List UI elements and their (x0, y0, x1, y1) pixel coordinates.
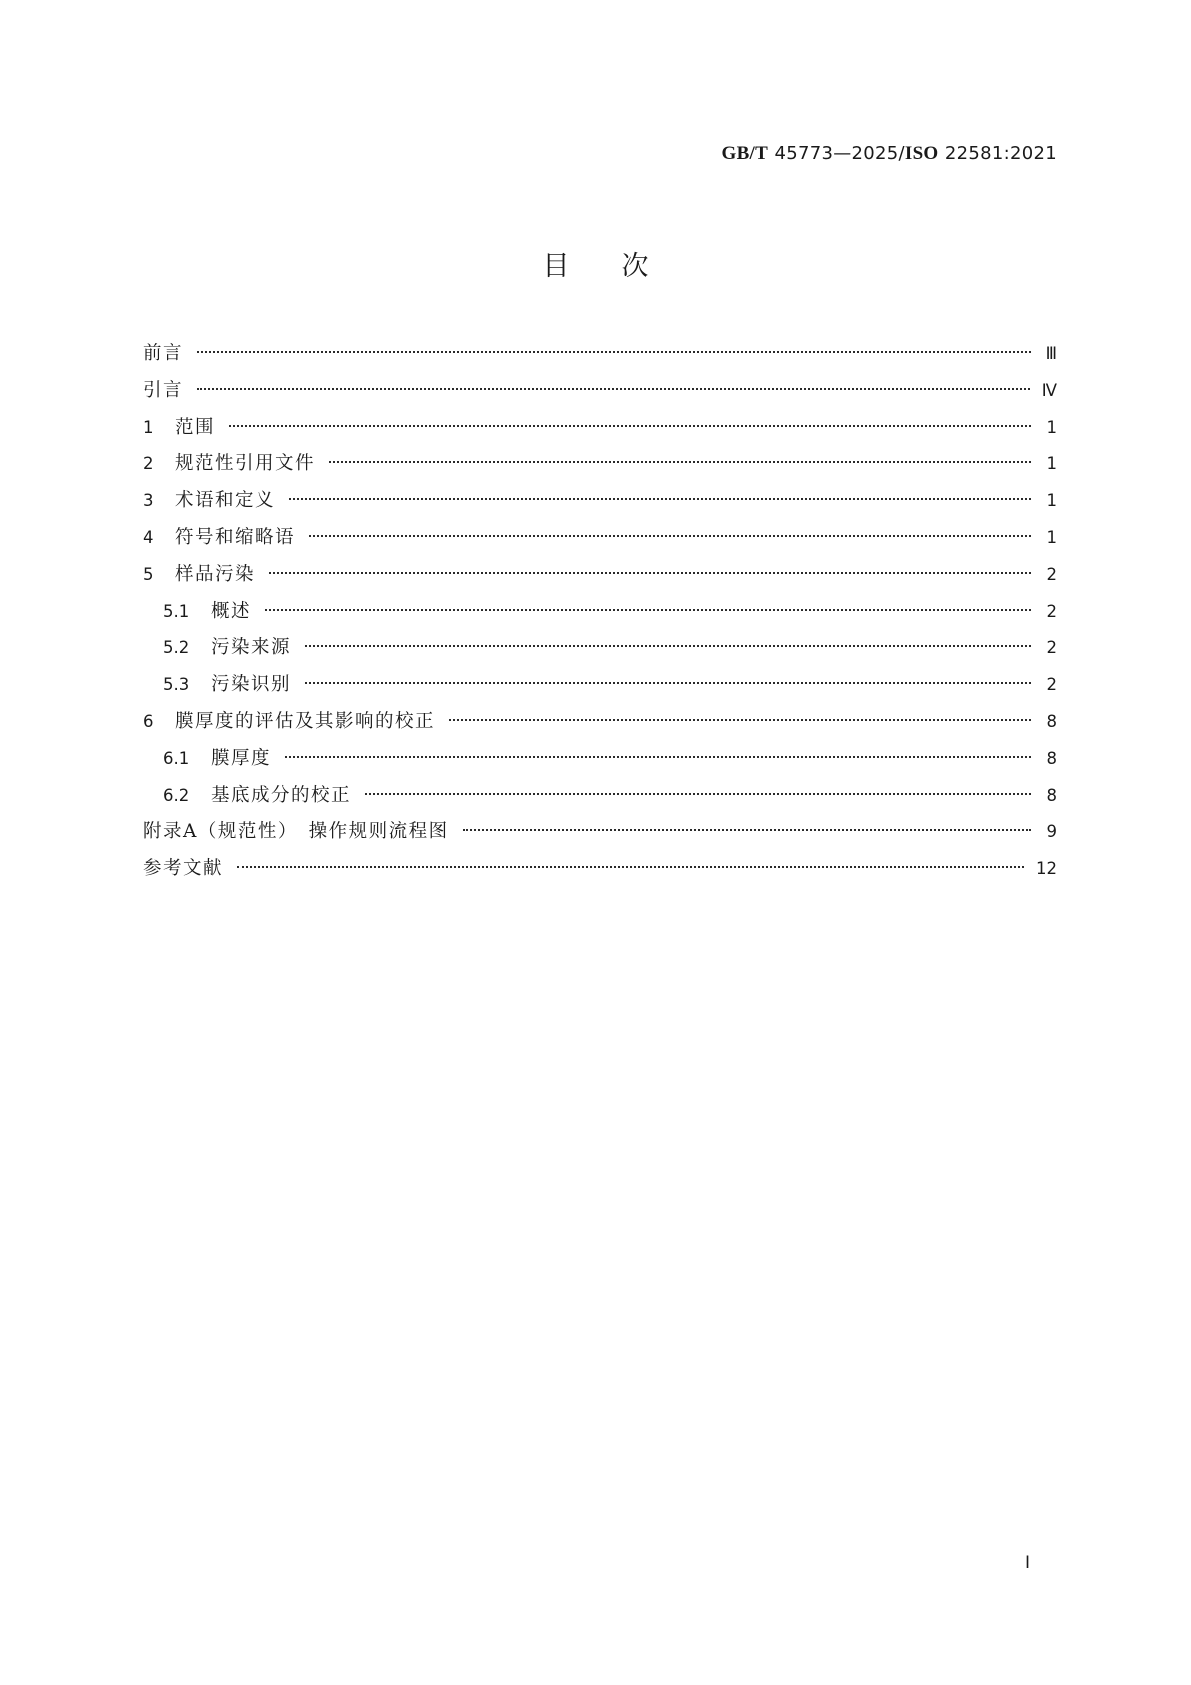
toc-entry-page: 1 (1046, 417, 1057, 437)
toc-entry-page: Ⅲ (1045, 344, 1057, 363)
dot-leader (197, 388, 1030, 390)
standard-code-number: 45773—2025/ (774, 143, 905, 164)
toc-entry-label: 前言 (143, 343, 184, 364)
toc-entry-label: 膜厚度的评估及其影响的校正 (175, 710, 436, 732)
toc-entry-page: 8 (1046, 785, 1057, 805)
toc-entry-section-1[interactable] (143, 413, 1057, 450)
toc-entry-section-5-1[interactable] (143, 597, 1057, 634)
toc-entry-number: 2 (143, 454, 154, 474)
toc-entry-section-5-3[interactable] (143, 670, 1057, 707)
toc-entry-label: 参考文献 (143, 858, 224, 880)
dot-leader (285, 756, 1031, 758)
dot-leader (237, 866, 1024, 868)
dot-leader (463, 829, 1031, 831)
toc-entry-label: 规范性引用文件 (175, 453, 316, 475)
toc-entry-page: Ⅳ (1041, 380, 1057, 400)
toc-entry-number: 6.1 (163, 748, 190, 768)
toc-entry-bibliography[interactable] (143, 854, 1057, 891)
toc-entry-label: 污染识别 (211, 674, 292, 696)
toc-entry-page: 1 (1046, 454, 1057, 474)
dot-leader (329, 461, 1031, 463)
toc-entry-section-6-1[interactable] (143, 744, 1057, 781)
toc-entry-number: 5.1 (163, 601, 190, 621)
toc-entry-number: 6 (143, 711, 154, 731)
toc-entry-page: 2 (1046, 564, 1057, 584)
toc-entry-section-5-2[interactable] (143, 633, 1057, 670)
toc-entry-page: 8 (1046, 711, 1057, 731)
toc-entry-page: 12 (1036, 859, 1057, 879)
dot-leader (365, 793, 1031, 795)
toc-entry-label: 范围 (175, 416, 216, 438)
toc-entry-number: 5.3 (163, 675, 190, 695)
toc-entry-label: 引言 (143, 379, 184, 401)
toc-entry-page: 2 (1046, 638, 1057, 658)
toc-entry-section-6-2[interactable] (143, 781, 1057, 818)
toc-entry-label: 污染来源 (211, 637, 292, 659)
toc-entry-number: 5.2 (163, 638, 190, 658)
toc-entry-page: 2 (1046, 675, 1057, 695)
dot-leader (289, 498, 1031, 500)
toc-entry-label: 符号和缩略语 (175, 526, 296, 548)
dot-leader (265, 609, 1031, 611)
toc-entry-number: 6.2 (163, 785, 190, 805)
toc-entry-number: 4 (143, 527, 154, 547)
dot-leader (229, 425, 1031, 427)
toc-entry-label: 基底成分的校正 (211, 784, 352, 806)
dot-leader (305, 645, 1031, 647)
toc-entry-number: 1 (143, 417, 154, 437)
standard-code-iso: ISO (904, 143, 939, 164)
toc-entry-number: 3 (143, 491, 154, 511)
toc-entry-number: 5 (143, 564, 154, 584)
table-of-contents (143, 339, 1057, 891)
standard-code-iso-number: 22581:2021 (944, 143, 1057, 164)
dot-leader (449, 719, 1031, 721)
dot-leader (305, 682, 1031, 684)
toc-entry-introduction[interactable] (143, 376, 1057, 413)
toc-entry-label: 概述 (211, 600, 252, 622)
toc-entry-label: 术语和定义 (175, 490, 276, 512)
toc-entry-page: 9 (1046, 822, 1057, 842)
page-number: Ⅰ (1024, 1553, 1030, 1573)
page-title: 目次 (542, 251, 701, 282)
toc-entry-section-6[interactable] (143, 707, 1057, 744)
toc-entry-section-4[interactable] (143, 523, 1057, 560)
toc-entry-section-5[interactable] (143, 560, 1057, 597)
toc-entry-section-2[interactable] (143, 449, 1057, 486)
standard-code (721, 142, 1057, 165)
dot-leader (309, 535, 1031, 537)
toc-entry-foreword[interactable] (143, 339, 1057, 376)
toc-entry-page: 1 (1046, 491, 1057, 511)
toc-entry-annex-a[interactable] (143, 817, 1057, 854)
toc-entry-page: 2 (1046, 601, 1057, 621)
standard-code-gbt: GB/T (721, 143, 769, 164)
toc-entry-label: 附录A（规范性） 操作规则流程图 (143, 821, 449, 843)
toc-entry-page: 1 (1046, 527, 1057, 547)
toc-entry-label: 膜厚度 (211, 747, 272, 769)
toc-entry-label: 样品污染 (175, 563, 256, 585)
dot-leader (197, 351, 1031, 353)
dot-leader (269, 572, 1031, 574)
toc-entry-section-3[interactable] (143, 486, 1057, 523)
toc-entry-page: 8 (1046, 748, 1057, 768)
